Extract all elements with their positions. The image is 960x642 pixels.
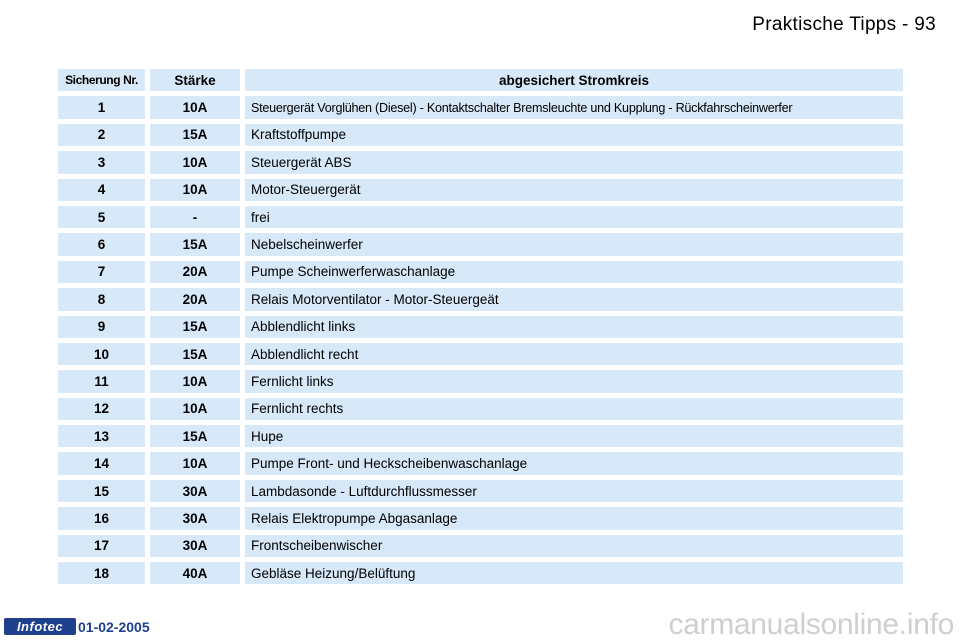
fuse-circuit: Gebläse Heizung/Belüftung (245, 562, 903, 584)
infotec-logo: Infotec (4, 618, 76, 635)
fuse-table (58, 64, 903, 589)
fuse-circuit: frei (245, 206, 903, 228)
fuse-table-body (58, 96, 903, 584)
table-row (58, 425, 903, 447)
table-row (58, 452, 903, 474)
fuse-rating: 15A (150, 343, 245, 365)
table-row (58, 398, 903, 420)
fuse-circuit: Relais Elektropumpe Abgasanlage (245, 507, 903, 529)
fuse-number: 3 (58, 151, 150, 173)
fuse-circuit: Pumpe Scheinwerferwaschanlage (245, 261, 903, 283)
fuse-rating: 10A (150, 151, 245, 173)
fuse-circuit: Abblendlicht links (245, 316, 903, 338)
table-row (58, 233, 903, 255)
fuse-number: 2 (58, 124, 150, 146)
table-row (58, 288, 903, 310)
fuse-rating: 10A (150, 398, 245, 420)
fuse-circuit: Fernlicht rechts (245, 398, 903, 420)
fuse-rating: 10A (150, 370, 245, 392)
fuse-circuit: Hupe (245, 425, 903, 447)
fuse-number: 10 (58, 343, 150, 365)
fuse-rating: 10A (150, 96, 245, 118)
table-row (58, 206, 903, 228)
fuse-circuit: Lambdasonde - Luftdurchflussmesser (245, 480, 903, 502)
fuse-rating: 30A (150, 480, 245, 502)
table-row (58, 562, 903, 584)
fuse-rating: 30A (150, 507, 245, 529)
page-header: Praktische Tipps - 93 (752, 14, 936, 35)
fuse-rating: 15A (150, 124, 245, 146)
fuse-circuit: Relais Motorventilator - Motor-Steuergeät (245, 288, 903, 310)
fuse-rating: 15A (150, 425, 245, 447)
fuse-circuit: Pumpe Front- und Heckscheibenwaschanlage (245, 452, 903, 474)
fuse-circuit: Nebelscheinwerfer (245, 233, 903, 255)
header-fuse-number: Sicherung Nr. (58, 69, 150, 91)
fuse-rating: 20A (150, 261, 245, 283)
table-row (58, 124, 903, 146)
watermark: carmanualsonline.info (668, 608, 954, 641)
fuse-rating: 20A (150, 288, 245, 310)
table-row (58, 370, 903, 392)
fuse-rating: 40A (150, 562, 245, 584)
fuse-circuit: Motor-Steuergerät (245, 179, 903, 201)
fuse-rating: 10A (150, 452, 245, 474)
table-row (58, 151, 903, 173)
fuse-circuit: Steuergerät Vorglühen (Diesel) - Kontaktschalter Bremsleuchte und Kupplung - Rückfahrscheinwerfer (245, 96, 903, 118)
fuse-circuit: Abblendlicht recht (245, 343, 903, 365)
fuse-rating: 15A (150, 233, 245, 255)
fuse-number: 6 (58, 233, 150, 255)
fuse-number: 18 (58, 562, 150, 584)
fuse-rating: 30A (150, 535, 245, 557)
fuse-number: 14 (58, 452, 150, 474)
table-row (58, 261, 903, 283)
footer (4, 617, 150, 636)
table-row (58, 96, 903, 118)
table-row (58, 535, 903, 557)
fuse-number: 5 (58, 206, 150, 228)
fuse-rating: 10A (150, 179, 245, 201)
fuse-number: 1 (58, 96, 150, 118)
fuse-number: 11 (58, 370, 150, 392)
fuse-number: 9 (58, 316, 150, 338)
fuse-number: 7 (58, 261, 150, 283)
fuse-number: 17 (58, 535, 150, 557)
table-row (58, 480, 903, 502)
fuse-rating: 15A (150, 316, 245, 338)
fuse-number: 8 (58, 288, 150, 310)
fuse-number: 13 (58, 425, 150, 447)
table-row (58, 343, 903, 365)
fuse-number: 12 (58, 398, 150, 420)
fuse-number: 4 (58, 179, 150, 201)
fuse-rating: - (150, 206, 245, 228)
header-rating: Stärke (150, 69, 245, 91)
fuse-number: 15 (58, 480, 150, 502)
fuse-circuit: Steuergerät ABS (245, 151, 903, 173)
fuse-number: 16 (58, 507, 150, 529)
table-row (58, 179, 903, 201)
fuse-circuit: Fernlicht links (245, 370, 903, 392)
fuse-circuit: Kraftstoffpumpe (245, 124, 903, 146)
fuse-circuit: Frontscheibenwischer (245, 535, 903, 557)
table-header-row (58, 69, 903, 91)
footer-date: 01-02-2005 (78, 618, 150, 635)
table-row (58, 316, 903, 338)
table-row (58, 507, 903, 529)
header-circuit: abgesichert Stromkreis (245, 69, 903, 91)
